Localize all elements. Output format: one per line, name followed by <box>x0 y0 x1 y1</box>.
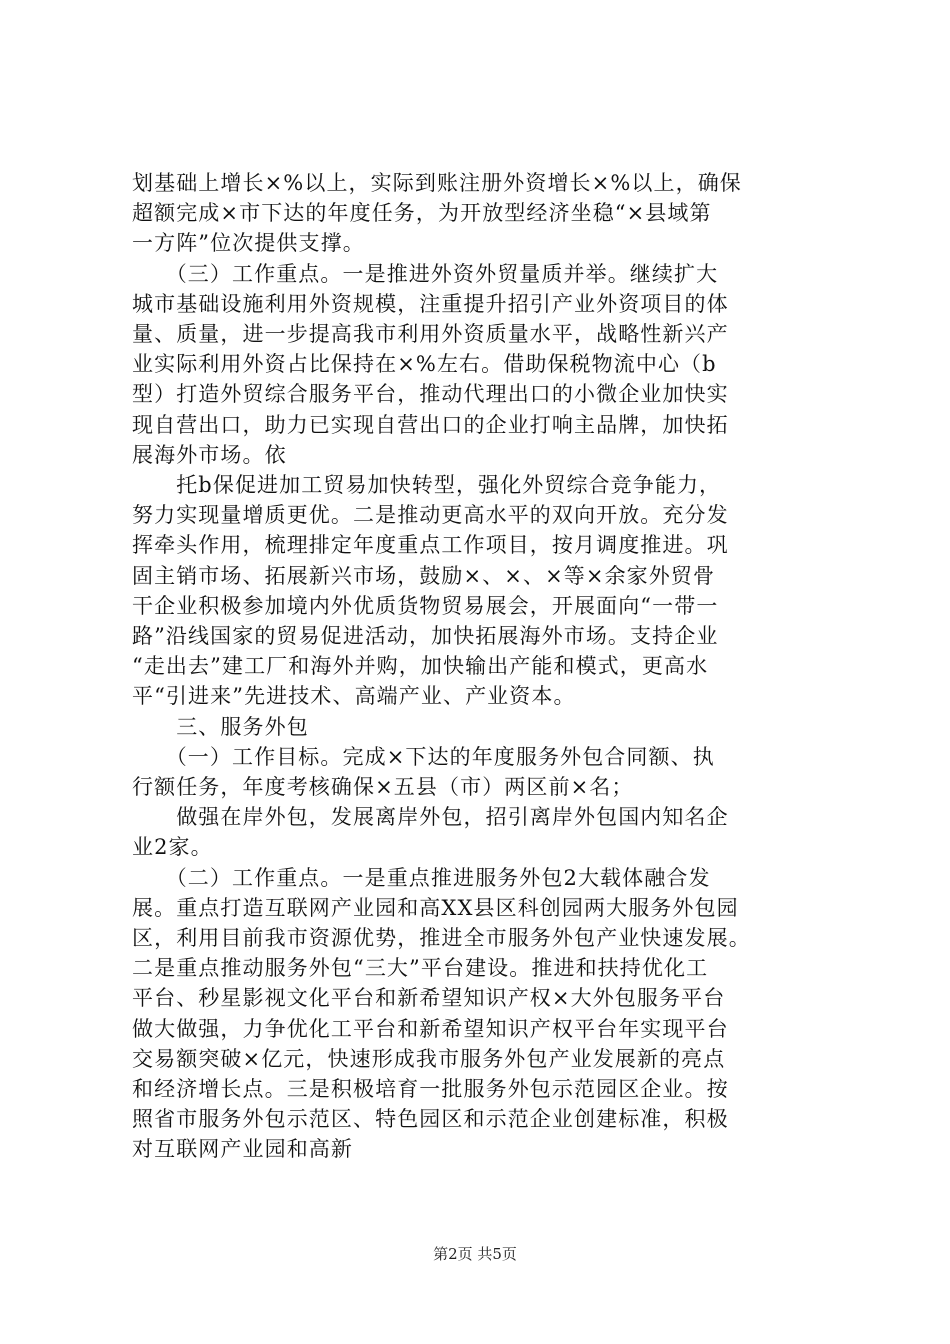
body-text-line: 城市基础设施利用外资规模，注重提升招引产业外资项目的体 <box>132 291 729 316</box>
body-text-line: 型）打造外贸综合服务平台，推动代理出口的小微企业加快实 <box>132 382 729 407</box>
body-text-line: 平台、秒星影视文化平台和新希望知识产权×大外包服务平台 <box>132 986 726 1011</box>
body-text-line: 业2家。 <box>132 835 213 860</box>
body-text-line: 做大做强，力争优化工平台和新希望知识产权平台年实现平台 <box>132 1016 729 1041</box>
section-heading: 三、服务外包 <box>132 714 309 739</box>
body-text-line: 固主销市场、拓展新兴市场，鼓励×、×、×等×余家外贸骨 <box>132 563 716 588</box>
body-text-line: 展海外市场。依 <box>132 442 287 467</box>
body-text-line: 托b保促进加工贸易加快转型，强化外贸综合竞争能力， <box>132 473 722 497</box>
body-text-line: （二）工作重点。一是重点推进服务外包2大载体融合发 <box>132 865 711 890</box>
body-text-line: 照省市服务外包示范区、特色园区和示范企业创建标准，积极 <box>132 1107 729 1132</box>
body-text-line: 二是重点推动服务外包“三大”平台建设。推进和扶持优化工 <box>132 956 709 981</box>
body-text-line: 量、质量，进一步提高我市利用外资质量水平，战略性新兴产 <box>132 322 729 346</box>
body-text-line: 现自营出口，助力已实现自营出口的企业打响主品牌，加快拓 <box>132 412 729 437</box>
body-text-line: （一）工作目标。完成×下达的年度服务外包合同额、执 <box>132 744 715 769</box>
body-text-line: 和经济增长点。三是积极培育一批服务外包示范园区企业。按 <box>132 1077 729 1101</box>
body-text-line: 努力实现量增质更优。二是推动更高水平的双向开放。充分发 <box>132 503 729 528</box>
body-text-line: “走出去”建工厂和海外并购，加快输出产能和模式，更高水 <box>132 654 709 679</box>
body-text-line: 路”沿线国家的贸易促进活动，加快拓展海外市场。支持企业 <box>132 624 719 648</box>
body-text-line: 做强在岸外包，发展离岸外包，招引离岸外包国内知名企 <box>132 805 729 830</box>
body-text-line: 平“引进来”先进技术、高端产业、产业资本。 <box>132 684 576 709</box>
body-text-line: 业实际利用外资占比保持在×%左右。借助保税物流中心（b <box>132 352 717 377</box>
body-text-line: 对互联网产业园和高新 <box>132 1137 353 1162</box>
body-text-line: （三）工作重点。一是推进外资外贸量质并举。继续扩大 <box>132 261 719 286</box>
body-text-line: 一方阵”位次提供支撑。 <box>132 231 365 256</box>
body-text-line: 超额完成×市下达的年度任务，为开放型经济坐稳“×县域第 <box>132 201 712 226</box>
body-text-line: 展。重点打造互联网产业园和高XX县区科创园两大服务外包园 <box>132 895 739 920</box>
body-text-line: 行额任务，年度考核确保×五县（市）两区前×名； <box>132 775 634 799</box>
body-text-line: 划基础上增长×%以上，实际到账注册外资增长×%以上，确保 <box>132 171 742 195</box>
body-text-line: 挥牵头作用，梳理排定年度重点工作项目，按月调度推进。巩 <box>132 533 729 558</box>
page-number-footer: 第2页 共5页 <box>433 1245 517 1263</box>
body-text-line: 干企业积极参加境内外优质货物贸易展会，开展面向“一带一 <box>132 593 719 618</box>
body-text-line: 交易额突破×亿元，快速形成我市服务外包产业发展新的亮点 <box>132 1046 726 1071</box>
body-text-line: 区，利用目前我市资源优势，推进全市服务外包产业快速发展。 <box>132 926 751 950</box>
